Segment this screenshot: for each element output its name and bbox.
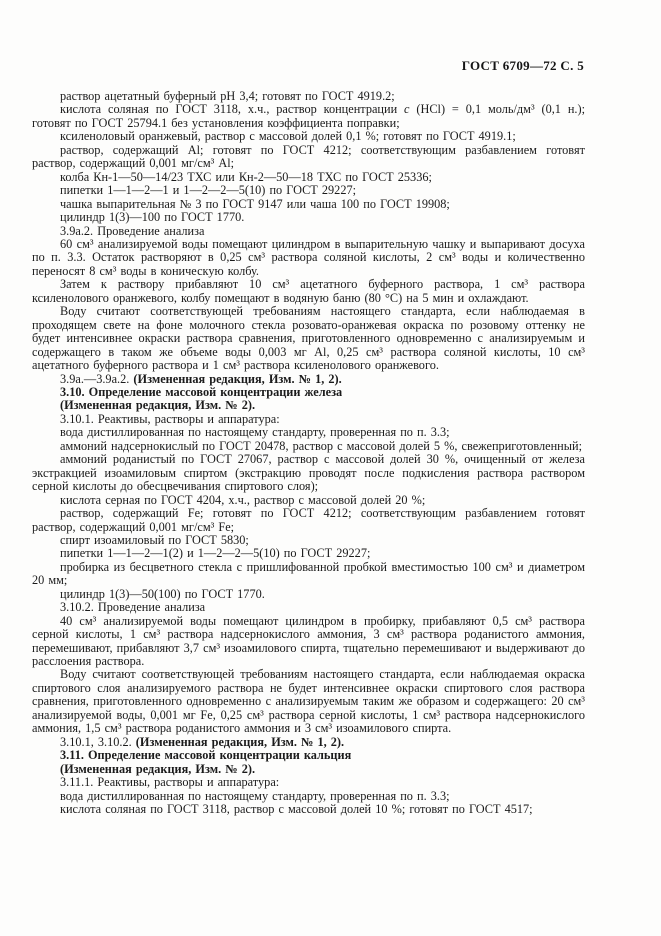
text-run: 3.9а.—3.9а.2. [60, 371, 134, 386]
paragraph [32, 130, 585, 143]
text-run: раствор, содержащий Al; готовят по ГОСТ 4212; соответствующим разбавлением готовят раствор, содержащий 0,001 мг/см³ Al; [32, 142, 585, 171]
text-run: с [404, 102, 410, 117]
text-run: цилиндр 1(3)—50(100) по ГОСТ 1770. [60, 586, 265, 601]
paragraph [32, 171, 585, 184]
text-run: Воду считают соответствующей требованиям настоящего стандарта, если наблюдаемая в проходящем свете на фоне молочного стекла розовато-оранжевая окраска по розовому оттенку не будет интенсивнее окраски раствора сравнения, приготовленного одновременно с анализируемым и содержащего в таком же объеме воды 0,003 мг Al, 0,25 см³ раствора соляной кислоты, 10 см³ ацетатного буферного раствора и 1 см³ раствора ксиленолового оранжевого. [32, 304, 585, 373]
paragraph [32, 103, 585, 130]
text-run: ксиленоловый оранжевый, раствор с массовой долей 0,1 %; готовят по ГОСТ 4919.1; [60, 129, 516, 144]
paragraph [32, 144, 585, 171]
text-run: колба Кн-1—50—14/23 ТХС или Кн-2—50—18 ТХС по ГОСТ 25336; [60, 169, 432, 184]
text-run: аммоний роданистый по ГОСТ 27067, раствор с массовой долей 30 %, очищенный от железа экстракцией изоамиловым спиртом (экстракцию проводят после подкисления раствора раствором серной кислоты до обесцвечивания спиртового слоя); [32, 452, 585, 494]
paragraph [32, 601, 585, 614]
text-run: Затем к раствору прибавляют 10 см³ ацетатного буферного раствора, 1 см³ раствора ксиленолового оранжевого, колбу помещают в водяную баню (80 °С) на 5 мин и охлаждают. [32, 277, 585, 305]
paragraph [32, 278, 585, 305]
text-run: 3.9а.2. Проведение анализа [60, 223, 205, 238]
text-run: Воду считают соответствующей требованиям настоящего стандарта, если наблюдаемая окраска спиртового слоя анализируемого раствора не будет интенсивнее окраски спиртового слоя раствора сравнения, приготовленного одновременно с анализируемым таким же образом и содержащего: 20 см³ анализируемой воды, 0,001 мг Fe, 0,25 см³ раствора серной кислоты, 1 см³ раствора надсернокислого аммония, 1,5 см³ раствора роданистого аммония и 3 см³ изоамилового спирта. [32, 667, 585, 736]
text-run: спирт изоамиловый по ГОСТ 5830; [60, 532, 249, 547]
paragraph [32, 588, 585, 601]
text-run: аммоний надсернокислый по ГОСТ 20478, раствор с массовой долей 5 %, свежеприготовленный; [60, 438, 583, 453]
text-run: (Измененная редакция, Изм. № 2). [60, 398, 256, 413]
text-run: 60 см³ анализируемой воды помещают цилиндром в выпарительную чашку и выпаривают досуха по п. 3.3. Остаток растворяют в 0,25 см³ раствора соляной кислоты, 2 см³ воды и количественно переносят 8 см³ воды в коническую колбу. [32, 236, 585, 278]
paragraph [32, 225, 585, 238]
text-run: 3.11. Определение массовой концентрации кальция [60, 748, 352, 763]
text-run: кислота соляная по ГОСТ 3118, раствор с массовой долей 10 %; готовят по ГОСТ 4517; [60, 802, 533, 817]
text-run: вода дистиллированная по настоящему стандарту, проверенная по п. 3.3; [60, 788, 450, 803]
text-run: пипетки 1—1—2—1(2) и 1—2—2—5(10) по ГОСТ 29227; [60, 546, 371, 561]
text-run: (Измененная редакция, Изм. № 2). [60, 761, 256, 776]
paragraph [32, 547, 585, 560]
paragraph [32, 790, 585, 803]
paragraph [32, 776, 585, 789]
paragraph [32, 507, 585, 534]
paragraph [32, 534, 585, 547]
text-run: раствор, содержащий Fe; готовят по ГОСТ 4212; соответствующим разбавлением готовят раствор, содержащий 0,001 мг/см³ Fe; [32, 506, 585, 534]
text-run: пробирка из бесцветного стекла с пришлифованной пробкой вместимостью 100 см³ и диаметром 20 мм; [32, 559, 585, 588]
paragraph [32, 238, 585, 278]
text-run: пипетки 1—1—2—1 и 1—2—2—5(10) по ГОСТ 29227; [60, 183, 357, 198]
paragraph [32, 803, 585, 816]
text-run: раствор ацетатный буферный рН 3,4; готовят по ГОСТ 4919.2; [60, 89, 395, 103]
paragraph [32, 198, 585, 211]
document-body [32, 90, 585, 816]
paragraph [32, 615, 585, 669]
text-run: 3.10. Определение массовой концентрации железа [60, 384, 343, 399]
page-header: ГОСТ 6709—72 С. 5 [461, 58, 584, 73]
paragraph [32, 763, 585, 776]
paragraph [32, 440, 585, 453]
paragraph [32, 413, 585, 426]
text-run: (Измененная редакция, Изм. № 1, 2). [133, 371, 342, 386]
paragraph [32, 561, 585, 588]
paragraph [32, 211, 585, 224]
paragraph [32, 386, 585, 399]
paragraph [32, 668, 585, 735]
paragraph [32, 399, 585, 412]
text-run: 3.10.1. Реактивы, растворы и аппаратура: [60, 411, 280, 426]
paragraph [32, 453, 585, 493]
paragraph [32, 426, 585, 439]
text-run: кислота соляная по ГОСТ 3118, х.ч., раствор концентрации [60, 102, 405, 117]
text-run: чашка выпарительная № 3 по ГОСТ 9147 или чаша 100 по ГОСТ 19908; [60, 196, 450, 211]
paragraph [32, 184, 585, 197]
text-run: 3.11.1. Реактивы, растворы и аппаратура: [60, 775, 280, 790]
paragraph [32, 736, 585, 749]
text-run: вода дистиллированная по настоящему стандарту, проверенная по п. 3.3; [60, 425, 450, 440]
text-run: 40 см³ анализируемой воды помещают цилиндром в пробирку, прибавляют 0,5 см³ раствора серной кислоты, 1 см³ раствора надсернокислого аммония, 3 см³ раствора роданистого аммония, перемешивают, прибавляют 3,7 см³ изоамилового спирта, тщательно перемешивают и выдерживают до расслоения раствора. [32, 613, 585, 669]
paragraph [32, 749, 585, 762]
paragraph [32, 305, 585, 372]
text-run: 3.10.2. Проведение анализа [60, 600, 206, 615]
paragraph [32, 373, 585, 386]
text-run: (HCl) = 0,1 моль/дм³ (0,1 н.); готовят по ГОСТ 25794.1 без установления коэффициента поправки; [32, 102, 585, 130]
text-run: кислота серная по ГОСТ 4204, х.ч., раствор с массовой долей 20 %; [60, 492, 426, 507]
paragraph [32, 494, 585, 507]
text-run: (Измененная редакция, Изм. № 1, 2). [135, 734, 345, 749]
paragraph [32, 90, 585, 103]
text-run: цилиндр 1(3)—100 по ГОСТ 1770. [60, 210, 245, 225]
text-run: 3.10.1, 3.10.2. [60, 734, 136, 749]
